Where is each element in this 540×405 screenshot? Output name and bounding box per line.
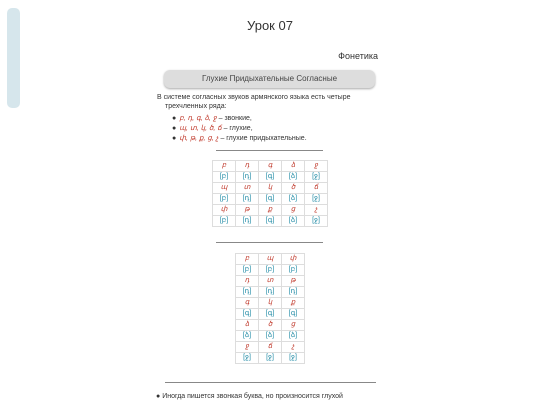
bullet-icon: ● bbox=[172, 135, 177, 142]
letter-cell: կ bbox=[259, 298, 282, 309]
pronunciation-cell[interactable]: [բ] bbox=[213, 216, 236, 227]
list-item bbox=[172, 114, 307, 124]
pronunciation-cell[interactable]: [ձ] bbox=[259, 331, 282, 342]
list-item bbox=[172, 134, 307, 144]
table-row bbox=[236, 265, 305, 276]
divider bbox=[165, 382, 376, 383]
letter-cell: ծ bbox=[282, 183, 305, 194]
topic-banner: Глухие Придыхательные Согласные bbox=[164, 70, 375, 88]
pronunciation-cell[interactable]: [դ] bbox=[282, 287, 305, 298]
bullet-icon: ● bbox=[172, 125, 177, 132]
table-row bbox=[236, 287, 305, 298]
letter-cell: բ bbox=[213, 161, 236, 172]
pronunciation-cell[interactable]: [գ] bbox=[259, 216, 282, 227]
table-row bbox=[236, 320, 305, 331]
pronunciation-cell[interactable]: [բ] bbox=[213, 172, 236, 183]
pronunciation-cell[interactable]: [ջ] bbox=[305, 194, 328, 205]
series-list bbox=[172, 114, 307, 144]
pronunciation-cell[interactable]: [ջ] bbox=[305, 216, 328, 227]
series-letters: բ, դ, գ, ձ, ջ bbox=[179, 115, 217, 122]
letter-cell: դ bbox=[236, 276, 259, 287]
table-row bbox=[213, 205, 328, 216]
letter-cell: չ bbox=[305, 205, 328, 216]
letter-cell: ճ bbox=[259, 342, 282, 353]
pronunciation-cell[interactable]: [դ] bbox=[259, 287, 282, 298]
letter-cell: ք bbox=[259, 205, 282, 216]
pronunciation-cell[interactable]: [գ] bbox=[236, 309, 259, 320]
series-letters: փ, թ, ք, ց, չ bbox=[179, 135, 219, 142]
pronunciation-cell[interactable]: [ջ] bbox=[282, 353, 305, 364]
pronunciation-cell[interactable]: [գ] bbox=[282, 309, 305, 320]
bullet-icon: ● bbox=[172, 115, 177, 122]
table-row bbox=[213, 161, 328, 172]
intro-line-1: В системе согласных звуков армянского языка есть четыре bbox=[157, 94, 351, 101]
divider bbox=[216, 242, 323, 243]
pronunciation-cell[interactable]: [գ] bbox=[259, 194, 282, 205]
footnote-text: Иногда пишется звонкая буква, но произносится глухой bbox=[162, 393, 343, 400]
section-label: Фонетика bbox=[338, 51, 378, 61]
table-row bbox=[236, 353, 305, 364]
letter-cell: թ bbox=[282, 276, 305, 287]
series-description: – глухие придыхательные. bbox=[218, 135, 307, 142]
letter-cell: կ bbox=[259, 183, 282, 194]
table-row bbox=[213, 194, 328, 205]
pronunciation-cell[interactable]: [դ] bbox=[236, 287, 259, 298]
pronunciation-cell[interactable]: [բ] bbox=[259, 265, 282, 276]
consonant-table-by-place bbox=[235, 253, 305, 364]
letter-cell: տ bbox=[236, 183, 259, 194]
divider bbox=[216, 150, 323, 151]
letter-cell: ջ bbox=[236, 342, 259, 353]
table-row bbox=[236, 298, 305, 309]
list-item bbox=[172, 124, 307, 134]
pronunciation-cell[interactable]: [բ] bbox=[213, 194, 236, 205]
pronunciation-cell[interactable]: [ջ] bbox=[236, 353, 259, 364]
letter-cell: թ bbox=[236, 205, 259, 216]
letter-cell: ջ bbox=[305, 161, 328, 172]
pronunciation-cell[interactable]: [բ] bbox=[236, 265, 259, 276]
bullet-icon: ● bbox=[156, 393, 163, 400]
consonant-table-by-series bbox=[212, 160, 328, 227]
pronunciation-cell[interactable]: [բ] bbox=[282, 265, 305, 276]
pronunciation-cell[interactable]: [ձ] bbox=[282, 216, 305, 227]
series-description: – глухие, bbox=[221, 125, 253, 132]
table-row bbox=[236, 309, 305, 320]
letter-cell: դ bbox=[236, 161, 259, 172]
series-letters: պ, տ, կ, ծ, ճ bbox=[179, 125, 222, 132]
letter-cell: տ bbox=[259, 276, 282, 287]
lesson-title: Урок 07 bbox=[247, 18, 293, 33]
letter-cell: պ bbox=[259, 254, 282, 265]
table-row bbox=[236, 276, 305, 287]
letter-cell: փ bbox=[282, 254, 305, 265]
pronunciation-cell[interactable]: [դ] bbox=[236, 216, 259, 227]
footnote bbox=[156, 393, 343, 400]
letter-cell: ձ bbox=[236, 320, 259, 331]
table-row bbox=[213, 183, 328, 194]
letter-cell: ծ bbox=[259, 320, 282, 331]
pronunciation-cell[interactable]: [ձ] bbox=[282, 172, 305, 183]
series-description: – звонкие, bbox=[216, 115, 252, 122]
pronunciation-cell[interactable]: [ջ] bbox=[305, 172, 328, 183]
table-row bbox=[236, 254, 305, 265]
letter-cell: գ bbox=[236, 298, 259, 309]
table-row bbox=[213, 216, 328, 227]
pronunciation-cell[interactable]: [ձ] bbox=[236, 331, 259, 342]
letter-cell: գ bbox=[259, 161, 282, 172]
letter-cell: փ bbox=[213, 205, 236, 216]
intro-paragraph bbox=[157, 93, 392, 111]
letter-cell: ք bbox=[282, 298, 305, 309]
letter-cell: ց bbox=[282, 320, 305, 331]
pronunciation-cell[interactable]: [ձ] bbox=[282, 331, 305, 342]
letter-cell: բ bbox=[236, 254, 259, 265]
pronunciation-cell[interactable]: [ջ] bbox=[259, 353, 282, 364]
intro-line-2: трехчленных ряда: bbox=[165, 103, 227, 110]
letter-cell: ց bbox=[282, 205, 305, 216]
pronunciation-cell[interactable]: [գ] bbox=[259, 172, 282, 183]
letter-cell: չ bbox=[282, 342, 305, 353]
letter-cell: ճ bbox=[305, 183, 328, 194]
table-row bbox=[236, 342, 305, 353]
pronunciation-cell[interactable]: [գ] bbox=[259, 309, 282, 320]
letter-cell: պ bbox=[213, 183, 236, 194]
pronunciation-cell[interactable]: [ձ] bbox=[282, 194, 305, 205]
table-row bbox=[236, 331, 305, 342]
table-row bbox=[213, 172, 328, 183]
pronunciation-cell[interactable]: [դ] bbox=[236, 172, 259, 183]
letter-cell: ձ bbox=[282, 161, 305, 172]
pronunciation-cell[interactable]: [դ] bbox=[236, 194, 259, 205]
